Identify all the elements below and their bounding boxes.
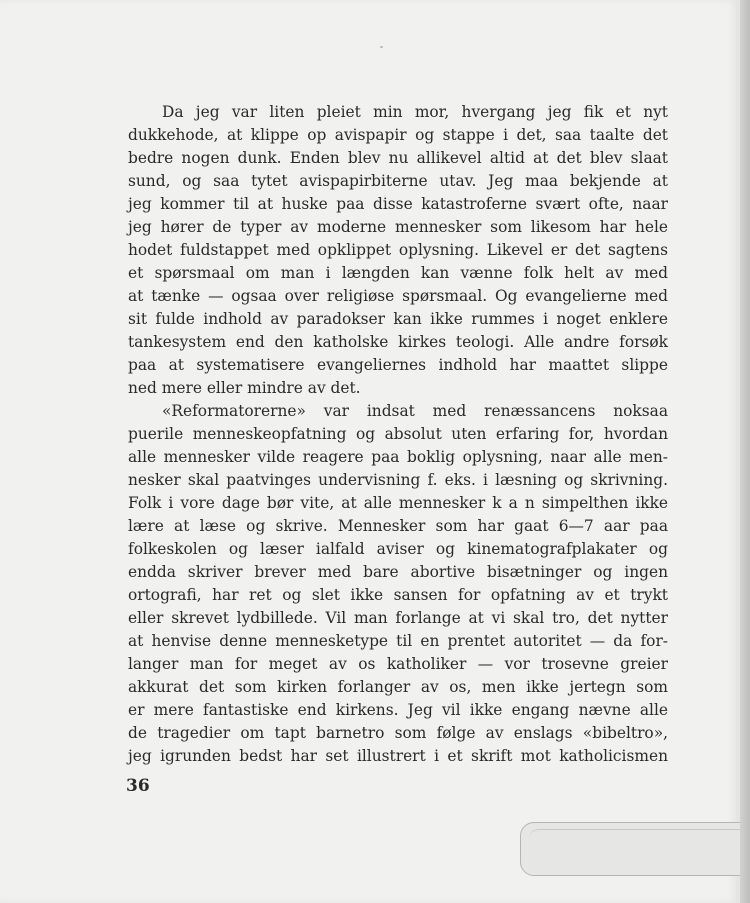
- text-line: jeg hører de typer av moderne mennesker som likesom har hele: [128, 218, 668, 236]
- text-line: akkurat det som kirken forlanger av os, men ikke jertegn som: [128, 678, 668, 696]
- paragraph-2: [128, 400, 668, 768]
- paper-speck: [380, 46, 383, 48]
- text-line: er mere fantastiske end kirkens. Jeg vil ikke engang nævne alle: [128, 701, 668, 719]
- text-line: alle mennesker vilde reagere paa boklig oplysning, naar alle men-: [128, 448, 668, 466]
- text-line: et spørsmaal om man i længden kan vænne folk helt av med: [128, 264, 668, 282]
- page-edge: [740, 0, 750, 903]
- text-line: langer man for meget av os katholiker — vor trosevne greier: [128, 655, 668, 673]
- text-line: hodet fuldstappet med opklippet oplysning. Likevel er det sagtens: [128, 241, 668, 259]
- text-line: puerile menneskeopfatning og absolut uten erfaring for, hvordan: [128, 425, 668, 443]
- text-line: ortografi, har ret og slet ikke sansen for opfatning av et trykt: [128, 586, 668, 604]
- text-line: at henvise denne mennesketype til en prentet autoritet — da for-: [128, 632, 668, 650]
- text-line: de tragedier om tapt barnetro som følge av enslags «bibeltro»,: [128, 724, 668, 742]
- body-text: [128, 101, 668, 768]
- text-line: «Reformatorerne» var indsat med renæssancens noksaa: [162, 402, 668, 420]
- text-line: endda skriver brever med bare abortive bisætninger og ingen: [128, 563, 668, 581]
- text-line: jeg igrunden bedst har set illustrert i et skrift mot katholicismen: [128, 747, 668, 765]
- text-line: jeg kommer til at huske paa disse katastroferne svært ofte, naar: [128, 195, 668, 213]
- text-line: at tænke — ogsaa over religiøse spørsmaal. Og evangelierne med: [128, 287, 668, 305]
- page-number: 36: [126, 776, 150, 796]
- text-line: tankesystem end den katholske kirkes teologi. Alle andre forsøk: [128, 333, 668, 351]
- text-line: sund, og saa tytet avispapirbiterne utav. Jeg maa bekjende at: [128, 172, 668, 190]
- paragraph-1: [128, 101, 668, 400]
- text-line: eller skrevet lydbillede. Vil man forlange at vi skal tro, det nytter: [128, 609, 668, 627]
- text-line: nesker skal paatvinges undervisning f. eks. i læsning og skrivning.: [128, 471, 668, 489]
- text-line: folkeskolen og læser ialfald aviser og kinematografplakater og: [128, 540, 668, 558]
- text-line: Da jeg var liten pleiet min mor, hvergang jeg fik et nyt: [162, 103, 668, 121]
- library-label-inner: [529, 829, 750, 868]
- text-line: bedre nogen dunk. Enden blev nu allikevel altid at det blev slaat: [128, 149, 668, 167]
- text-line: ned mere eller mindre av det.: [128, 379, 361, 397]
- text-line: lære at læse og skrive. Mennesker som har gaat 6—7 aar paa: [128, 517, 668, 535]
- text-line: Folk i vore dage bør vite, at alle mennesker k a n simpelthen ikke: [128, 494, 668, 512]
- text-line: sit fulde indhold av paradokser kan ikke rummes i noget enklere: [128, 310, 668, 328]
- text-line: paa at systematisere evangeliernes indhold har maattet slippe: [128, 356, 668, 374]
- text-line: dukkehode, at klippe op avispapir og stappe i det, saa taalte det: [128, 126, 668, 144]
